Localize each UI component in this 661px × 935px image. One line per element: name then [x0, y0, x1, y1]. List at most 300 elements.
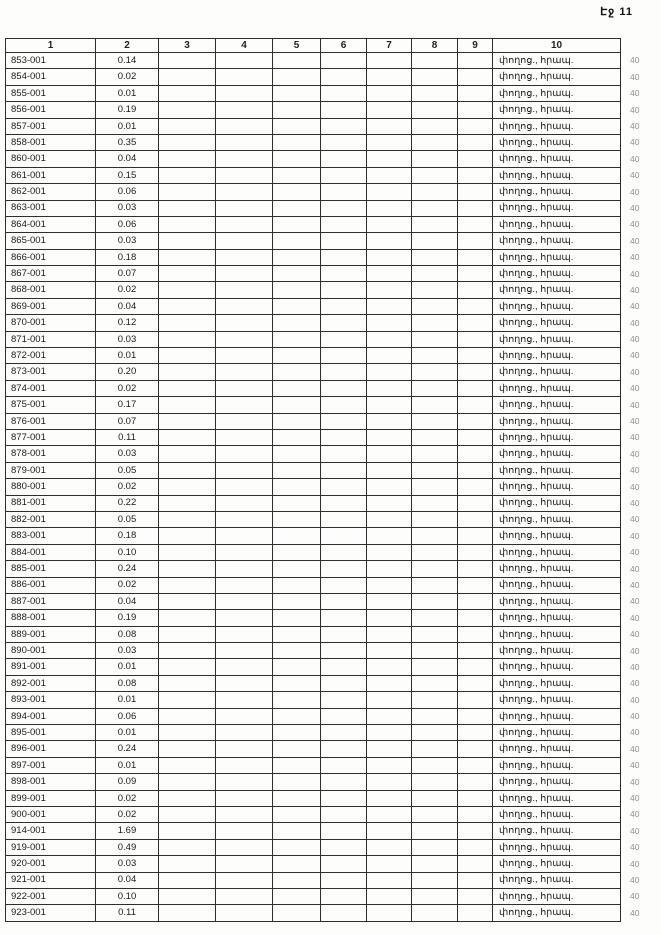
- empty-cell: [273, 593, 321, 609]
- empty-cell: [367, 905, 412, 921]
- empty-cell: [321, 741, 367, 757]
- empty-cell: [412, 692, 458, 708]
- parcel-id: 891-001: [6, 659, 96, 675]
- empty-cell: [458, 561, 493, 577]
- empty-cell: [273, 85, 321, 101]
- empty-cell: [458, 626, 493, 642]
- table-row: [6, 102, 654, 118]
- empty-cell: [412, 151, 458, 167]
- margin-mark: 40: [630, 186, 640, 197]
- empty-cell: [159, 610, 216, 626]
- empty-cell: [216, 659, 273, 675]
- page-number: Էջ 11: [600, 6, 633, 18]
- empty-cell: [458, 53, 493, 69]
- empty-cell: [458, 413, 493, 429]
- table-row: [6, 577, 654, 593]
- empty-cell: [321, 315, 367, 331]
- empty-cell: [458, 364, 493, 380]
- margin-mark: 40: [630, 366, 640, 377]
- empty-cell: [273, 102, 321, 118]
- area-value: 0.02: [96, 577, 159, 593]
- empty-cell: [159, 790, 216, 806]
- empty-cell: [216, 544, 273, 560]
- empty-cell: [321, 528, 367, 544]
- empty-cell: [273, 528, 321, 544]
- empty-cell: [159, 528, 216, 544]
- empty-cell: [367, 806, 412, 822]
- empty-cell: [273, 413, 321, 429]
- empty-cell: [321, 790, 367, 806]
- empty-cell: [216, 85, 273, 101]
- empty-cell: [216, 577, 273, 593]
- empty-cell: [458, 462, 493, 478]
- empty-cell: [273, 69, 321, 85]
- empty-cell: [458, 577, 493, 593]
- parcel-id: 879-001: [6, 462, 96, 478]
- margin-mark: 40: [630, 416, 640, 427]
- row-note: փողոց., հրապ.: [493, 429, 621, 445]
- table-row: [6, 249, 654, 265]
- empty-cell: [321, 692, 367, 708]
- empty-cell: [159, 741, 216, 757]
- empty-cell: [159, 905, 216, 921]
- empty-cell: [367, 282, 412, 298]
- table-row: [6, 544, 654, 560]
- margin-mark: 40: [630, 842, 640, 853]
- empty-cell: [412, 610, 458, 626]
- empty-cell: [273, 741, 321, 757]
- empty-cell: [159, 659, 216, 675]
- row-note: փողոց., հրապ.: [493, 774, 621, 790]
- empty-cell: [273, 151, 321, 167]
- empty-cell: [159, 118, 216, 134]
- area-value: 0.01: [96, 659, 159, 675]
- parcel-id: 862-001: [6, 184, 96, 200]
- empty-cell: [321, 561, 367, 577]
- parcel-id: 870-001: [6, 315, 96, 331]
- parcel-id: 887-001: [6, 593, 96, 609]
- empty-cell: [458, 249, 493, 265]
- parcel-id: 896-001: [6, 741, 96, 757]
- parcel-id: 897-001: [6, 757, 96, 773]
- table-row: [6, 675, 654, 691]
- table-row: [6, 298, 654, 314]
- empty-cell: [273, 905, 321, 921]
- empty-cell: [367, 479, 412, 495]
- area-value: 0.01: [96, 348, 159, 364]
- empty-cell: [367, 462, 412, 478]
- margin-mark: 40: [630, 563, 640, 574]
- column-header: 1: [6, 39, 96, 53]
- empty-cell: [458, 593, 493, 609]
- empty-cell: [412, 429, 458, 445]
- empty-cell: [458, 331, 493, 347]
- empty-cell: [159, 577, 216, 593]
- empty-cell: [321, 479, 367, 495]
- empty-cell: [159, 298, 216, 314]
- empty-cell: [412, 446, 458, 462]
- area-value: 0.02: [96, 69, 159, 85]
- empty-cell: [273, 610, 321, 626]
- empty-cell: [273, 675, 321, 691]
- empty-cell: [216, 626, 273, 642]
- empty-cell: [216, 102, 273, 118]
- empty-cell: [321, 888, 367, 904]
- empty-cell: [159, 643, 216, 659]
- empty-cell: [216, 53, 273, 69]
- empty-cell: [321, 511, 367, 527]
- parcel-id: 866-001: [6, 249, 96, 265]
- table-row: [6, 725, 654, 741]
- parcel-id: 871-001: [6, 331, 96, 347]
- empty-cell: [321, 446, 367, 462]
- margin-mark: 40: [630, 104, 640, 115]
- empty-cell: [367, 790, 412, 806]
- empty-cell: [216, 610, 273, 626]
- margin-mark: 40: [630, 629, 640, 640]
- empty-cell: [321, 823, 367, 839]
- empty-cell: [216, 413, 273, 429]
- empty-cell: [321, 151, 367, 167]
- empty-cell: [458, 397, 493, 413]
- margin-mark: 40: [630, 547, 640, 558]
- empty-cell: [367, 577, 412, 593]
- empty-cell: [367, 511, 412, 527]
- row-note: փողոց., հրապ.: [493, 872, 621, 888]
- area-value: 0.08: [96, 675, 159, 691]
- empty-cell: [367, 593, 412, 609]
- margin-mark: 40: [630, 825, 640, 836]
- empty-cell: [321, 413, 367, 429]
- table-row: [6, 741, 654, 757]
- parcel-id: 856-001: [6, 102, 96, 118]
- empty-cell: [367, 69, 412, 85]
- empty-cell: [216, 725, 273, 741]
- empty-cell: [216, 364, 273, 380]
- empty-cell: [321, 610, 367, 626]
- empty-cell: [367, 249, 412, 265]
- row-note: փողոց., հրապ.: [493, 151, 621, 167]
- table-row: [6, 774, 654, 790]
- empty-cell: [216, 643, 273, 659]
- empty-cell: [216, 429, 273, 445]
- empty-cell: [458, 184, 493, 200]
- empty-cell: [159, 626, 216, 642]
- table-row: [6, 266, 654, 282]
- empty-cell: [412, 184, 458, 200]
- empty-cell: [273, 315, 321, 331]
- empty-cell: [159, 151, 216, 167]
- empty-cell: [216, 495, 273, 511]
- empty-cell: [216, 757, 273, 773]
- empty-cell: [412, 53, 458, 69]
- table-row: [6, 200, 654, 216]
- empty-cell: [412, 643, 458, 659]
- empty-cell: [412, 790, 458, 806]
- empty-cell: [159, 593, 216, 609]
- area-value: 0.04: [96, 593, 159, 609]
- empty-cell: [216, 233, 273, 249]
- empty-cell: [412, 544, 458, 560]
- parcel-id: 884-001: [6, 544, 96, 560]
- row-note: փողոց., հրապ.: [493, 118, 621, 134]
- empty-cell: [367, 397, 412, 413]
- empty-cell: [159, 856, 216, 872]
- empty-cell: [458, 348, 493, 364]
- empty-cell: [412, 462, 458, 478]
- row-note: փողոց., հրապ.: [493, 692, 621, 708]
- parcel-id: 867-001: [6, 266, 96, 282]
- table-row: [6, 134, 654, 150]
- parcel-id: 883-001: [6, 528, 96, 544]
- table-row: [6, 511, 654, 527]
- empty-cell: [367, 118, 412, 134]
- empty-cell: [321, 856, 367, 872]
- empty-cell: [367, 151, 412, 167]
- empty-cell: [273, 725, 321, 741]
- empty-cell: [367, 134, 412, 150]
- area-value: 0.35: [96, 134, 159, 150]
- table-row: [6, 528, 654, 544]
- empty-cell: [321, 200, 367, 216]
- empty-cell: [159, 102, 216, 118]
- area-value: 0.03: [96, 331, 159, 347]
- table-row: [6, 659, 654, 675]
- margin-mark: 40: [630, 727, 640, 738]
- empty-cell: [216, 397, 273, 413]
- margin-mark: 40: [630, 334, 640, 345]
- parcel-id: 860-001: [6, 151, 96, 167]
- empty-cell: [216, 167, 273, 183]
- empty-cell: [412, 495, 458, 511]
- row-note: փողոց., հրապ.: [493, 282, 621, 298]
- empty-cell: [216, 134, 273, 150]
- empty-cell: [273, 626, 321, 642]
- empty-cell: [159, 806, 216, 822]
- empty-cell: [412, 134, 458, 150]
- table-row: [6, 626, 654, 642]
- table-header-row: [6, 39, 654, 53]
- area-value: 0.06: [96, 708, 159, 724]
- table-row: [6, 85, 654, 101]
- empty-cell: [458, 905, 493, 921]
- column-header: 3: [159, 39, 216, 53]
- row-note: փողոց., հրապ.: [493, 528, 621, 544]
- empty-cell: [159, 823, 216, 839]
- empty-cell: [159, 216, 216, 232]
- margin-mark: 40: [630, 678, 640, 689]
- area-value: 0.17: [96, 397, 159, 413]
- empty-cell: [412, 823, 458, 839]
- empty-cell: [367, 446, 412, 462]
- empty-cell: [412, 102, 458, 118]
- empty-cell: [321, 757, 367, 773]
- parcel-id: 874-001: [6, 380, 96, 396]
- empty-cell: [159, 774, 216, 790]
- row-note: փողոց., հրապ.: [493, 806, 621, 822]
- empty-cell: [273, 839, 321, 855]
- parcel-id: 921-001: [6, 872, 96, 888]
- empty-cell: [273, 53, 321, 69]
- empty-cell: [367, 167, 412, 183]
- empty-cell: [458, 118, 493, 134]
- empty-cell: [273, 544, 321, 560]
- parcel-id: 923-001: [6, 905, 96, 921]
- empty-cell: [321, 167, 367, 183]
- empty-cell: [367, 872, 412, 888]
- row-note: փողոց., հրապ.: [493, 184, 621, 200]
- empty-cell: [216, 806, 273, 822]
- row-note: փողոց., հրապ.: [493, 233, 621, 249]
- parcel-id: 873-001: [6, 364, 96, 380]
- parcel-id: 900-001: [6, 806, 96, 822]
- parcel-id: 853-001: [6, 53, 96, 69]
- empty-cell: [159, 429, 216, 445]
- empty-cell: [458, 725, 493, 741]
- row-note: փողոց., հրապ.: [493, 446, 621, 462]
- area-value: 0.18: [96, 249, 159, 265]
- row-note: փողոց., հրապ.: [493, 610, 621, 626]
- empty-cell: [412, 216, 458, 232]
- margin-mark: 40: [630, 71, 640, 82]
- margin-mark: 40: [630, 55, 640, 66]
- empty-cell: [412, 741, 458, 757]
- margin-mark: 40: [630, 252, 640, 263]
- empty-cell: [321, 266, 367, 282]
- empty-cell: [159, 725, 216, 741]
- empty-cell: [412, 298, 458, 314]
- area-value: 0.20: [96, 364, 159, 380]
- empty-cell: [458, 872, 493, 888]
- row-note: փողոց., հրապ.: [493, 790, 621, 806]
- row-note: փողոց., հրապ.: [493, 479, 621, 495]
- row-note: փողոց., հրապ.: [493, 725, 621, 741]
- empty-cell: [412, 315, 458, 331]
- empty-cell: [458, 266, 493, 282]
- empty-cell: [273, 134, 321, 150]
- table-row: [6, 888, 654, 904]
- empty-cell: [273, 200, 321, 216]
- empty-cell: [367, 708, 412, 724]
- margin-mark: 40: [630, 579, 640, 590]
- empty-cell: [159, 544, 216, 560]
- empty-cell: [273, 479, 321, 495]
- parcel-id: 914-001: [6, 823, 96, 839]
- empty-cell: [458, 380, 493, 396]
- empty-cell: [412, 774, 458, 790]
- empty-cell: [412, 888, 458, 904]
- area-value: 0.01: [96, 118, 159, 134]
- margin-mark: 40: [630, 612, 640, 623]
- row-note: փողոց., հրապ.: [493, 626, 621, 642]
- table-row: [6, 348, 654, 364]
- empty-cell: [367, 495, 412, 511]
- empty-cell: [216, 249, 273, 265]
- empty-cell: [412, 479, 458, 495]
- area-value: 0.02: [96, 479, 159, 495]
- margin-mark: 40: [630, 465, 640, 476]
- empty-cell: [273, 397, 321, 413]
- area-value: 0.04: [96, 872, 159, 888]
- empty-cell: [321, 184, 367, 200]
- empty-cell: [216, 823, 273, 839]
- row-note: փողոց., հրապ.: [493, 397, 621, 413]
- empty-cell: [412, 249, 458, 265]
- empty-cell: [216, 151, 273, 167]
- empty-cell: [458, 839, 493, 855]
- area-value: 0.03: [96, 233, 159, 249]
- empty-cell: [216, 888, 273, 904]
- empty-cell: [216, 118, 273, 134]
- empty-cell: [159, 479, 216, 495]
- empty-cell: [458, 69, 493, 85]
- table-row: [6, 757, 654, 773]
- table-row: [6, 643, 654, 659]
- empty-cell: [458, 528, 493, 544]
- empty-cell: [159, 249, 216, 265]
- empty-cell: [273, 462, 321, 478]
- parcel-id: 890-001: [6, 643, 96, 659]
- row-note: փողոց., հրապ.: [493, 561, 621, 577]
- empty-cell: [273, 216, 321, 232]
- empty-cell: [321, 364, 367, 380]
- row-note: փողոց., հրապ.: [493, 53, 621, 69]
- empty-cell: [216, 528, 273, 544]
- empty-cell: [216, 511, 273, 527]
- row-note: փողոց., հրապ.: [493, 905, 621, 921]
- area-value: 0.01: [96, 692, 159, 708]
- table-row: [6, 462, 654, 478]
- margin-mark: 40: [630, 383, 640, 394]
- empty-cell: [159, 282, 216, 298]
- area-value: 0.02: [96, 790, 159, 806]
- empty-cell: [321, 659, 367, 675]
- empty-cell: [367, 856, 412, 872]
- margin-mark: 40: [630, 645, 640, 656]
- area-value: 0.08: [96, 626, 159, 642]
- parcel-id: 885-001: [6, 561, 96, 577]
- empty-cell: [273, 348, 321, 364]
- empty-cell: [367, 429, 412, 445]
- empty-cell: [216, 200, 273, 216]
- parcel-id: 882-001: [6, 511, 96, 527]
- empty-cell: [412, 626, 458, 642]
- empty-cell: [273, 856, 321, 872]
- row-note: փողոց., հրապ.: [493, 134, 621, 150]
- empty-cell: [321, 905, 367, 921]
- empty-cell: [412, 200, 458, 216]
- empty-cell: [273, 643, 321, 659]
- area-value: 0.24: [96, 741, 159, 757]
- empty-cell: [321, 85, 367, 101]
- empty-cell: [159, 184, 216, 200]
- empty-cell: [273, 888, 321, 904]
- empty-cell: [273, 872, 321, 888]
- empty-cell: [159, 708, 216, 724]
- empty-cell: [273, 331, 321, 347]
- empty-cell: [216, 216, 273, 232]
- empty-cell: [321, 593, 367, 609]
- empty-cell: [412, 364, 458, 380]
- empty-cell: [458, 511, 493, 527]
- empty-cell: [216, 839, 273, 855]
- parcel-id: 894-001: [6, 708, 96, 724]
- parcel-id: 864-001: [6, 216, 96, 232]
- empty-cell: [458, 544, 493, 560]
- empty-cell: [321, 675, 367, 691]
- table-row: [6, 69, 654, 85]
- area-value: 0.05: [96, 462, 159, 478]
